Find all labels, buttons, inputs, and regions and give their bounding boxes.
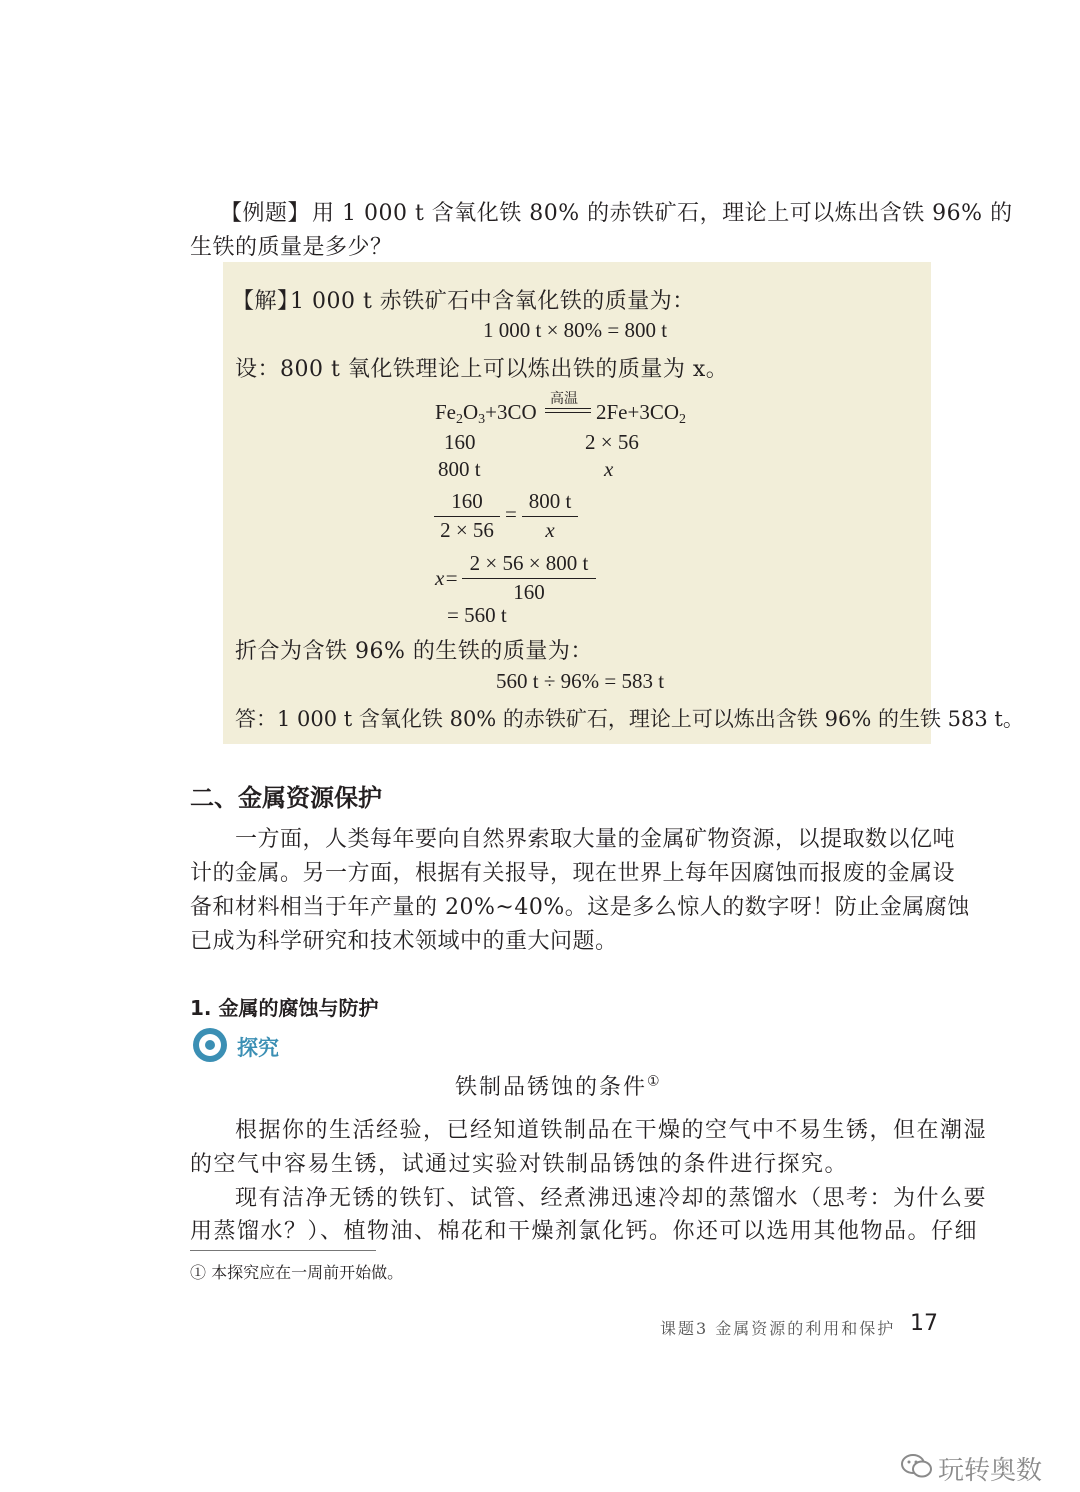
footnote-rule (190, 1250, 376, 1251)
reaction-arrow-top (545, 408, 591, 409)
reactant-mass-160: 160 (444, 430, 476, 454)
fraction-bar (462, 578, 596, 579)
reactants: $Fe_2O_3+3CO$ (435, 400, 537, 427)
equation-pig-iron: 560 t ÷ 96% = 583 t (496, 669, 665, 693)
reactant-mass-800t: 800 t (438, 457, 481, 481)
section-para-line2: 计的金属。另一方面，根据有关报导，现在世界上每年因腐蚀而报废的金属设 (190, 861, 956, 886)
explore-para1-line1: 根据你的生活经验，已经知道铁制品在干燥的空气中不易生锈，但在潮湿 (235, 1118, 988, 1143)
solution-line1: 1 000 t 赤铁矿石中含氧化铁的质量为： (290, 289, 695, 314)
example-text-line2: 生铁的质量是多少？ (190, 235, 393, 260)
section-para-line3: 备和材料相当于年产量的 20%~40%。这是多么惊人的数字呀！防止金属腐蚀 (190, 895, 970, 920)
target-icon (193, 1028, 227, 1062)
ratio-left-denominator: 2 × 56 (440, 518, 494, 542)
x-result: = 560 t (447, 603, 507, 627)
section-para-line1: 一方面，人类每年要向自然界索取大量的金属矿物资源，以提取数以亿吨 (235, 827, 956, 852)
page-number: 17 (910, 1311, 938, 1336)
explore-label: 探究 (237, 1036, 279, 1060)
ratio-equals: = (505, 502, 517, 526)
section-para-line4: 已成为科学研究和技术领域中的重大问题。 (190, 929, 618, 954)
ratio-right-denominator: x (545, 518, 555, 542)
fraction-bar (434, 516, 500, 517)
footer-chapter: 课题3 金属资源的利用和保护 (660, 1319, 896, 1338)
product-mass-2x56: 2 × 56 (585, 430, 639, 454)
reaction-arrow-bottom (545, 412, 591, 413)
x-lhs: x= (435, 566, 459, 590)
footnote-mark: ① (647, 1073, 662, 1090)
products: $2Fe+3CO_2$ (596, 400, 687, 427)
solution-assume: 设：800 t 氧化铁理论上可以炼出铁的质量为 x。 (235, 357, 729, 382)
reaction-condition: 高温 (550, 391, 578, 407)
explore-para1-line2: 的空气中容易生锈，试通过实验对铁制品锈蚀的条件进行探究。 (190, 1152, 849, 1177)
solution-label: 【解】 (232, 289, 300, 314)
explore-para2-line1: 现有洁净无锈的铁钉、试管、经煮沸迅速冷却的蒸馏水（思考：为什么要 (235, 1186, 988, 1211)
x-numerator: 2 × 56 × 800 t (469, 551, 589, 575)
ratio-left-numerator: 160 (451, 489, 483, 513)
ratio-right-numerator: 800 t (528, 489, 572, 513)
solution-answer: 答：1 000 t 含氧化铁 80% 的赤铁矿石，理论上可以炼出含铁 96% 的生铁 583 t。 (235, 707, 1024, 731)
wechat-icon (900, 1452, 934, 1480)
footnote: ① 本探究应在一周前开始做。 (190, 1263, 404, 1282)
product-mass-x: x (604, 457, 614, 481)
example-label: 【例题】 (220, 201, 311, 226)
x-denominator: 160 (513, 580, 545, 604)
ratio-left-fraction (434, 489, 500, 543)
example-text-line1: 用 1 000 t 含氧化铁 80% 的赤铁矿石，理论上可以炼出含铁 96% 的 (312, 201, 1013, 226)
equation-mass-oxide: 1 000 t × 80% = 800 t (483, 318, 668, 342)
explore-title-text: 铁制品锈蚀的条件 (455, 1075, 648, 1100)
x-fraction (462, 551, 596, 605)
explore-title (455, 1070, 662, 1101)
subsection-heading: 1. 金属的腐蚀与防护 (190, 996, 379, 1020)
solution-convert: 折合为含铁 96% 的生铁的质量为： (235, 639, 593, 664)
section-heading: 二、金属资源保护 (190, 784, 382, 812)
ratio-right-fraction (522, 489, 578, 543)
explore-para2-line2: 用蒸馏水？）、植物油、棉花和干燥剂氯化钙。你还可以选用其他物品。仔细 (190, 1219, 979, 1244)
watermark-text: 玩转奥数 (938, 1456, 1043, 1486)
fraction-bar (522, 516, 578, 517)
